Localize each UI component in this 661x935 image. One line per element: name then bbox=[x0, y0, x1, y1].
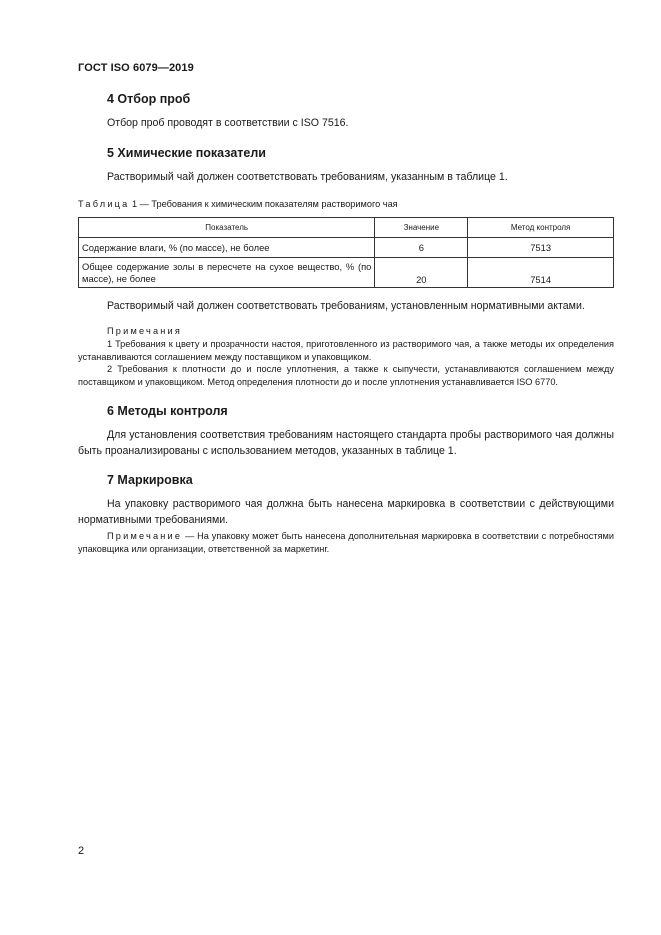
standard-header: ГОСТ ISO 6079—2019 bbox=[78, 62, 194, 74]
table-caption-text: 1 — Требования к химическим показателям растворимого чая bbox=[129, 199, 398, 209]
page-number: 2 bbox=[78, 845, 85, 857]
section-5-heading: 5 Химические показатели bbox=[107, 146, 266, 160]
table-cell-indicator: Общее содержание золы в пересчете на сухое вещество, % (по массе), не более bbox=[79, 258, 375, 288]
note-2: 2 Требования к плотности до и после уплотнения, а также к сыпучести, устанавливаются соглашением между поставщиком и упаковщиком. Метод определения плотности до и после уплотнения устанавливается ISO 6770. bbox=[78, 364, 614, 387]
section-5-after-table: Растворимый чай должен соответствовать требованиям, установленным нормативными актами. bbox=[107, 300, 585, 312]
requirements-table bbox=[78, 217, 614, 288]
table-cell-value: 20 bbox=[375, 258, 468, 288]
table-row bbox=[79, 238, 614, 258]
section-5-text: Растворимый чай должен соответствовать требованиям, указанным в таблице 1. bbox=[107, 171, 508, 183]
section-7-note-label: Примечание bbox=[107, 531, 183, 541]
table-cell-method: 7513 bbox=[468, 238, 614, 258]
section-7-heading: 7 Маркировка bbox=[107, 473, 193, 487]
section-7-text: На упаковку растворимого чая должна быть нанесена маркировка в соответствии с действующими нормативными требованиями. bbox=[78, 498, 614, 526]
table-header-cell: Метод контроля bbox=[468, 218, 614, 238]
section-6-text: Для установления соответствия требованиям настоящего стандарта пробы растворимого чая должны быть проанализированы с использованием методов, указанных в таблице 1. bbox=[78, 429, 614, 457]
section-6-heading: 6 Методы контроля bbox=[107, 404, 228, 418]
table-header-row bbox=[79, 218, 614, 238]
table-caption bbox=[78, 199, 398, 209]
note-1: 1 Требования к цвету и прозрачности настоя, приготовленного из растворимого чая, а также методы их определения устанавливаются соглашением между поставщиком и упаковщиком. bbox=[78, 339, 614, 362]
table-caption-label: Таблица bbox=[78, 199, 130, 209]
section-4-text: Отбор проб проводят в соответствии с ISO 7516. bbox=[107, 117, 349, 129]
section-7-note-text: — На упаковку может быть нанесена дополнительная маркировка в соответствии с потребностями упаковщика или организации, ответственной за маркетинг. bbox=[78, 531, 614, 554]
table-cell-method: 7514 bbox=[468, 258, 614, 288]
table-row bbox=[79, 258, 614, 288]
notes-label bbox=[78, 325, 614, 338]
section-4-heading: 4 Отбор проб bbox=[107, 92, 191, 106]
table-header-cell: Показатель bbox=[79, 218, 375, 238]
table-cell-indicator: Содержание влаги, % (по массе), не более bbox=[79, 238, 375, 258]
section-7-note bbox=[78, 530, 614, 556]
table-cell-value: 6 bbox=[375, 238, 468, 258]
notes-label-text: Примечания bbox=[107, 326, 183, 336]
table-header-cell: Значение bbox=[375, 218, 468, 238]
